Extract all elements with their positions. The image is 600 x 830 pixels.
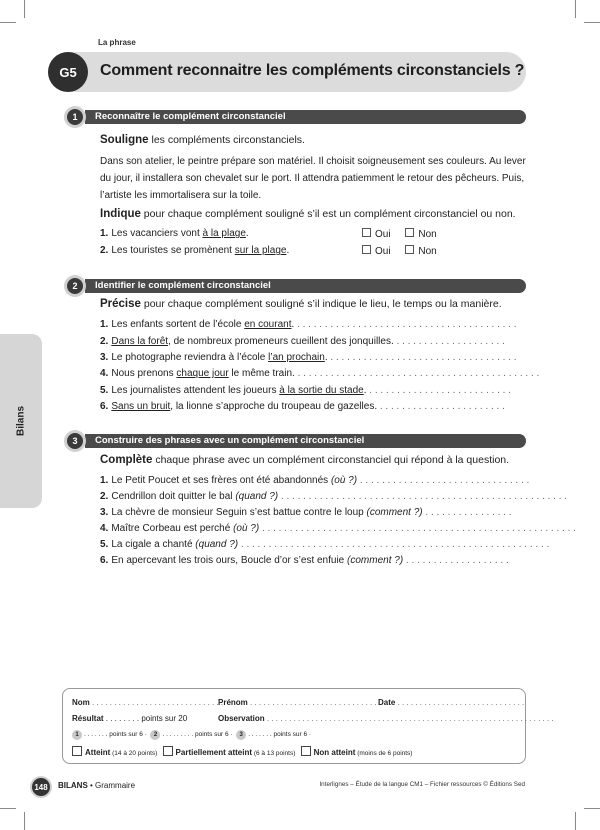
yes-no-choice[interactable]: Oui Non (362, 228, 437, 240)
section-3-number-badge: 3 (64, 430, 86, 452)
page-title: Comment reconnaitre les compléments circonstanciels ? (100, 62, 525, 79)
achievement-levels: Atteint (14 à 20 points) Partiellement atteint (6 à 13 points) Non atteint (moins de 6 points) (72, 746, 412, 757)
list-item: 1. Le Petit Poucet et ses frères ont été abandonnés (où ?) . . . . . . . . . . . . . . . . . . . . . . . . . . . . . . . (100, 475, 530, 486)
section-1-title: Reconnaître le complément circonstanciel (95, 111, 286, 122)
checkbox-partiellement[interactable] (163, 746, 173, 756)
section-1-paragraph: Dans son atelier, le peintre prépare son matériel. Il choisit soigneusement ses couleurs. Au lever du jour, il installera son chevalet sur le port. Il attendra patiemment le retour des pêcheurs. Puis, l’artiste les immortalisera sur la toile. (100, 156, 526, 201)
list-item: 1. Les vacanciers vont à la plage. (100, 228, 249, 239)
publisher-credit: Interlignes – Étude de la langue CM1 – Fichier ressources © Éditions Sed (319, 781, 525, 788)
section-2-title: Identifier le complément circonstanciel (95, 280, 271, 291)
list-item: 4. Maître Corbeau est perché (où ?) . . . . . . . . . . . . . . . . . . . . . . . . . . . . . . . . . . . . . . . . . . . . . . . . . . . . . . . . . (100, 523, 576, 534)
resultat-field[interactable]: Résultat . . . . . . . . points sur 20 (72, 714, 188, 723)
nom-field[interactable]: Nom . . . . . . . . . . . . . . . . . . . . . . . . . . . . . . (72, 698, 224, 707)
lesson-code-badge: G5 (48, 52, 88, 92)
side-tab (0, 334, 42, 508)
page-number-badge: 148 (30, 776, 52, 798)
list-item: 2. Cendrillon doit quitter le bal (quand ?) . . . . . . . . . . . . . . . . . . . . . . . . . . . . . . . . . . . . . . . . . . . . . . . . . . . . (100, 491, 568, 502)
side-tab-label: Bilans (15, 405, 27, 437)
list-item: 2. Dans la forêt, de nombreux promeneurs cueillent des jonquilles. . . . . . . . . . . . . . . . . . . . . (100, 336, 505, 347)
section-3-instruction: Complète chaque phrase avec un complément circonstanciel qui répond à la question. (100, 454, 510, 466)
list-item: 1. Les enfants sortent de l’école en courant. . . . . . . . . . . . . . . . . . . . . . . . . . . . . . . . . . . . . . . . . (100, 319, 517, 330)
list-item: 3. Le photographe reviendra à l’école l’an prochain. . . . . . . . . . . . . . . . . . . . . . . . . . . . . . . . . . . (100, 352, 517, 363)
date-field[interactable]: Date . . . . . . . . . . . . . . . . . . . . . . . . . . . . . (378, 698, 525, 707)
section-1-instruction-1: Souligne les compléments circonstanciels. (100, 134, 305, 146)
checkbox-non-atteint[interactable] (301, 746, 311, 756)
list-item: 5. Les journalistes attendent les joueurs à la sortie du stade. . . . . . . . . . . . . . . . . . . . . . . . . . . (100, 385, 511, 396)
section-2-number-badge: 2 (64, 275, 86, 297)
section-scores: 1 . . . . . . . points sur 6 · 2 . . . . . . . . . points sur 6 · 3 . . . . . . . points sur 6 · (72, 730, 311, 740)
checkbox-yes[interactable] (362, 228, 371, 237)
prenom-field[interactable]: Prénom . . . . . . . . . . . . . . . . . . . . . . . . . . . . . (218, 698, 377, 707)
checkbox-atteint[interactable] (72, 746, 82, 756)
list-item: 5. La cigale a chanté (quand ?) . . . . . . . . . . . . . . . . . . . . . . . . . . . . . . . . . . . . . . . . . . . . . . . . . . . . . . . . (100, 539, 550, 550)
list-item: 6. En apercevant les trois ours, Boucle d’or s’est enfuie (comment ?) . . . . . . . . . . . . . . . . . . . (100, 555, 509, 566)
section-3-header (85, 434, 526, 448)
section-1-number-badge: 1 (64, 106, 86, 128)
section-2-instruction: Précise pour chaque complément souligné s’il indique le lieu, le temps ou la manière. (100, 298, 502, 310)
section-2-header (85, 279, 526, 293)
section-3-title: Construire des phrases avec un complément circonstanciel (95, 435, 365, 446)
checkbox-no[interactable] (405, 228, 414, 237)
list-item: 2. Les touristes se promènent sur la plage. (100, 245, 290, 256)
checkbox-yes[interactable] (362, 245, 371, 254)
checkbox-no[interactable] (405, 245, 414, 254)
list-item: 4. Nous prenons chaque jour le même train. . . . . . . . . . . . . . . . . . . . . . . . . . . . . . . . . . . . . . . . . . . . . (100, 368, 540, 379)
topic-label: La phrase (98, 38, 136, 47)
list-item: 6. Sans un bruit, la lionne s’approche du troupeau de gazelles. . . . . . . . . . . . . . . . . . . . . . . . (100, 401, 505, 412)
list-item: 3. La chèvre de monsieur Seguin s’est battue contre le loup (comment ?) . . . . . . . . . . . . . . . . (100, 507, 512, 518)
yes-no-choice[interactable]: Oui Non (362, 245, 437, 257)
section-1-instruction-2: Indique pour chaque complément souligné s’il est un complément circonstanciel ou non. (100, 208, 516, 220)
observation-field[interactable]: Observation . . . . . . . . . . . . . . . . . . . . . . . . . . . . . . . . . . . . . . . . . . . . . . . . . . . . . . . . . . . . . . . . . (218, 714, 554, 723)
section-1-header (85, 110, 526, 124)
page-footer-label: BILANS • Grammaire (58, 781, 136, 790)
